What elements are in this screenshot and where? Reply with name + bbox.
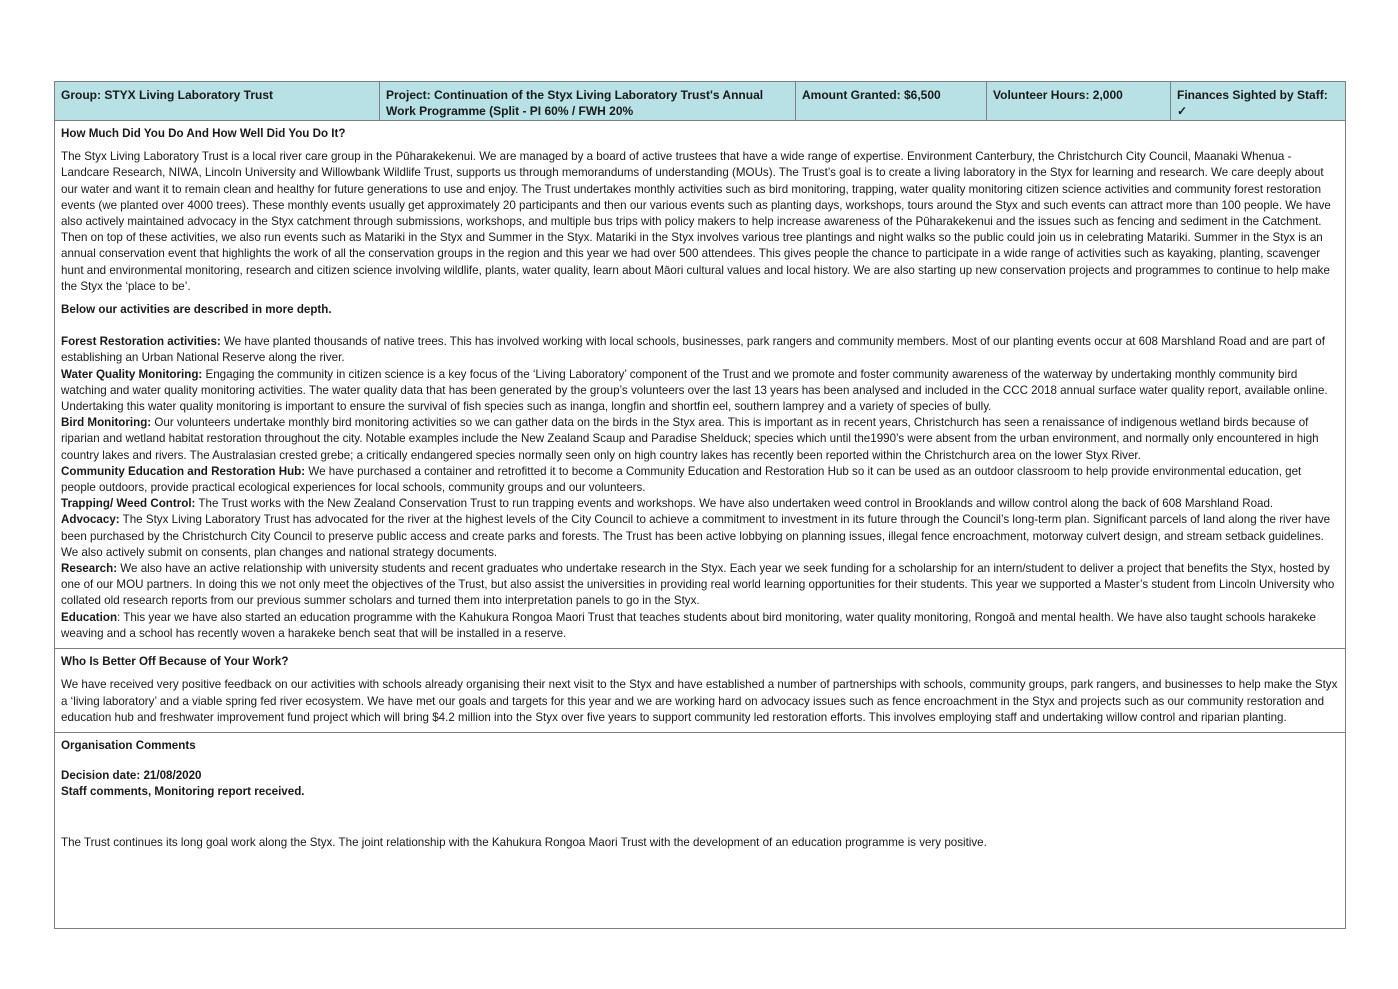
activity-label: Water Quality Monitoring:	[61, 367, 203, 381]
amount-granted-cell: Amount Granted: $6,500	[796, 82, 987, 120]
activity-community-hub	[61, 464, 1339, 496]
how-much-title: How Much Did You Do And How Well Did You Do It?	[61, 127, 346, 140]
activity-forest-restoration	[61, 334, 1339, 366]
activity-text: The Styx Living Laboratory Trust has advocated for the river at the highest levels of the City Council to achieve a commitment to investment in its future through the Council’s long-term plan. Significant parcels of land along the river have been purchased by the Christchurch City Council to preserve public access and create parks and forests. The Trust has been active lobbying on planning issues, illegal fence encroachment, motorway culvert design, and stream setback guidelines. We also actively submit on consents, plan changes and national strategy documents.	[61, 513, 1331, 559]
project-cell: Project: Continuation of the Styx Living Laboratory Trust's Annual Work Programme (Split - PI 60% / FWH 20%	[380, 82, 796, 120]
activity-label: Trapping/ Weed Control:	[61, 497, 196, 511]
activity-text: We also have an active relationship with university students and recent graduates who undertake research in the Styx. Each year we seek funding for a scholarship for an intern/student to deliver a project that benefits the Styx, hosted by one of our MOU partners. In doing this we not only meet the objectives of the Trust, but also assist the universities in providing real world learning opportunities for their students. This year we supported a Master’s student from Lincoln University who collated old research reports from our previous summer scholars and turned them into interpretation panels to go in the Styx.	[61, 562, 1335, 608]
activity-bird-monitoring	[61, 415, 1339, 464]
activity-label: Forest Restoration activities:	[61, 335, 221, 349]
activity-text: : This year we have also started an education programme with the Kahukura Rongoa Maori Trust that teaches students about bird monitoring, water quality monitoring, Rongoā and mental health. We have also taught schools harakeke weaving and a school has recently woven a harakeke bench seat that will be installed in a reserve.	[61, 610, 1316, 640]
volunteer-hours-cell: Volunteer Hours: 2,000	[987, 82, 1171, 120]
activity-text: Engaging the community in citizen science is a key focus of the ‘Living Laboratory’ component of the Trust and we promote and foster community awareness of the waterway by undertaking monthly community bird watching and water quality monitoring activities. The water quality data that has been generated by the group’s volunteers over the last 13 years has been analysed and included in the CCC 2018 annual surface water quality report, available online. Undertaking this water quality monitoring is important to ensure the survival of fish species such as inanga, longfin and shortfin eel, southern lamprey and a variety of species of bully.	[61, 367, 1328, 414]
activities-heading: Below our activities are described in more depth.	[61, 303, 332, 317]
finances-sighted-cell: Finances Sighted by Staff: ✓	[1177, 88, 1328, 118]
decision-date: Decision date: 21/08/2020	[61, 769, 202, 783]
monitoring-report-table	[54, 81, 1346, 929]
activity-text: Our volunteers undertake monthly bird monitoring activities so we can gather data on the birds in the Styx area. This is important as in recent years, Christchurch has seen a renaissance of indigenous wetland birds because of riparian and wetland habitat restoration throughout the city. Notable examples include the New Zealand Scaup and Paradise Shelduck; species which until the1990’s were absent from the urban environment, and normally only encountered in high country lakes and rivers. The Australasian crested grebe; a critically endangered species normally seen only on high country lakes has recently been reported within the Christchurch area on the lower Styx River.	[61, 416, 1319, 462]
staff-comments: Staff comments, Monitoring report received.	[61, 785, 305, 799]
activity-education	[61, 610, 1339, 642]
activity-text: The Trust works with the New Zealand Conservation Trust to run trapping events and workshops. We have also undertaken weed control in Brooklands and willow control along the back of 608 Marshland Road.	[195, 497, 1274, 511]
activity-advocacy	[61, 512, 1339, 561]
better-off-title: Who Is Better Off Because of Your Work?	[61, 655, 289, 669]
activity-label: Education	[61, 610, 118, 624]
how-much-intro: The Styx Living Laboratory Trust is a local river care group in the Pūharakekenui. We are managed by a board of active trustees that have a wide range of expertise. Environment Canterbury, the Christchurch City Council, Maanaki Whenua - Landcare Research, NIWA, Lincoln University and Willowbank Wildlife Trust, supports us through memorandums of understanding (MOUs). The Trust’s goal is to create a living laboratory in the Styx for learning and research. We care deeply about our water and want it to remain clean and healthy for future generations to use and enjoy. The Trust undertakes monthly activities such as bird monitoring, trapping, water quality monitoring citizen science activities and community forest restoration events (we planted over 4000 trees). These monthly events usually get approximately 20 participants and then our various events such as planting days, workshops, tours around the Styx and such events can attract more than 100 people. We have also actively maintained advocacy in the Styx catchment through submissions, workshops, and multiple bus trips with policy makers to help increase awareness of the Pūharakekenui and the issues such as fencing and sediment in the Catchment. Then on top of these activities, we also run events such as Matariki in the Styx and Summer in the Styx. Matariki in the Styx involves various tree plantings and night walks so the public could join us in celebrating Matariki. Summer in the Styx is an annual conservation event that highlights the work of all the conservation groups in the region and this year we had over 500 attendees. This gives people the chance to participate in a wide range of activities such as kayaking, planting, scavenger hunt and environmental monitoring, research and citizen science involving wildlife, plants, water quality, learn about Māori cultural values and local history. We are also starting up new conservation projects and programmes to continue to help make the Styx the ‘place to be’.	[61, 150, 1331, 293]
better-off-text: We have received very positive feedback on our activities with schools already organising their next visit to the Styx and have established a number of partnerships with schools, community groups, park rangers, and businesses to help make the Styx a ‘living laboratory’ and a viable spring fed river ecosystem. We have met our goals and targets for this year and we are working hard on advocacy issues such as fence encroachment in the Styx and projects such as our community restoration and education hub and freshwater improvement fund project which will bring $4.2 million into the Styx over five years to support community led restoration efforts. This involves employing staff and undertaking willow control and riparian planting.	[61, 678, 1338, 724]
activity-text: We have purchased a container and retrofitted it to become a Community Education and Restoration Hub so it can be used as an outdoor classroom to help provide environmental education, get people outdoors, provide practical ecological experiences for local schools, community groups and our volunteers.	[61, 464, 1302, 495]
activities-list	[61, 334, 1339, 642]
activity-label: Advocacy:	[61, 513, 120, 527]
group-cell: Group: STYX Living Laboratory Trust	[55, 82, 380, 120]
activity-trapping-weed	[61, 496, 1339, 512]
better-off-section	[55, 649, 1345, 733]
activity-label: Research:	[61, 562, 118, 576]
org-comment-text: The Trust continues its long goal work along the Styx. The joint relationship with the Kahukura Rongoa Maori Trust with the development of an education programme is very positive.	[61, 835, 987, 849]
activity-water-quality	[61, 367, 1339, 416]
activity-text: We have planted thousands of native trees. This has involved working with local schools, businesses, park rangers and community members. Most of our planting events occur at 608 Marshland Road and are part of establishing an Urban National Reserve along the river.	[61, 335, 1325, 365]
org-comments-title: Organisation Comments	[61, 738, 196, 752]
report-header-row	[55, 82, 1345, 121]
activity-label: Bird Monitoring:	[61, 416, 152, 430]
org-comments-section	[55, 733, 1345, 928]
activity-label: Community Education and Restoration Hub:	[61, 464, 306, 478]
how-much-section	[55, 121, 1345, 649]
activity-research	[61, 561, 1339, 610]
